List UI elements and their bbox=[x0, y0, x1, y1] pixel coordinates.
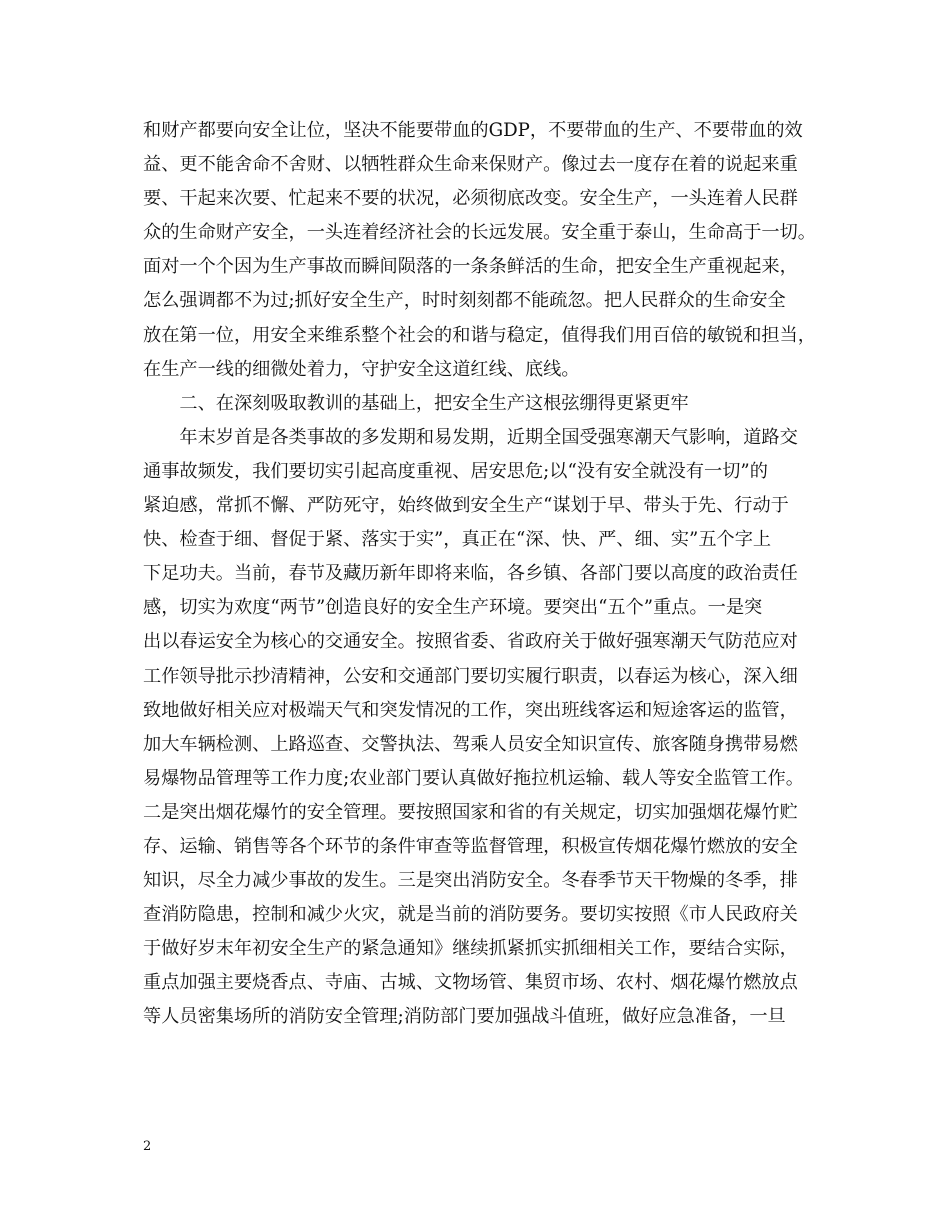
text-line: 感，切实为欢度“两节”创造良好的安全生产环境。要突出“五个”重点。一是突 bbox=[143, 597, 763, 619]
section-heading: 二、在深刻吸取教训的基础上，把安全生产这根弦绷得更紧更牢 bbox=[143, 392, 689, 414]
text-line: 在生产一线的细微处着力，守护安全这道红线、底线。 bbox=[143, 358, 580, 380]
text-line: 众的生命财产安全，一头连着经济社会的长远发展。安全重于泰山，生命高于一切。 bbox=[143, 222, 816, 244]
text-line: 和财产都要向安全让位，坚决不能要带血的GDP，不要带血的生产、不要带血的效 bbox=[143, 120, 803, 141]
text-line: 于做好岁末年初安全生产的紧急通知》继续抓紧抓实抓细相关工作，要结合实际， bbox=[143, 938, 798, 960]
text-line: 等人员密集场所的消防安全管理;消防部门要加强战斗值班，做好应急准备，一旦 bbox=[143, 1006, 786, 1028]
page-number: 2 bbox=[143, 1139, 152, 1154]
text-line: 出以春运安全为核心的交通安全。按照省委、省政府关于做好强寒潮天气防范应对 bbox=[143, 631, 798, 653]
text-line: 益、更不能舍命不舍财、以牺牲群众生命来保财产。像过去一度存在着的说起来重 bbox=[143, 154, 798, 176]
text-line: 面对一个个因为生产事故而瞬间陨落的一条条鲜活的生命，把安全生产重视起来， bbox=[143, 256, 798, 278]
text-line: 重点加强主要烧香点、寺庙、古城、文物场管、集贸市场、农村、烟花爆竹燃放点 bbox=[143, 972, 798, 994]
text-line: 放在第一位，用安全来维系整个社会的和谐与稳定，值得我们用百倍的敏锐和担当， bbox=[143, 324, 816, 346]
text-line: 紧迫感，常抓不懈、严防死守，始终做到安全生产“谋划于早、带头于先、行动于 bbox=[143, 495, 789, 517]
text-line: 查消防隐患，控制和减少火灾，就是当前的消防要务。要切实按照《市人民政府关 bbox=[143, 904, 798, 926]
text-line: 易爆物品管理等工作力度;农业部门要认真做好拖拉机运输、载人等安全监管工作。 bbox=[143, 767, 804, 789]
text-line: 存、运输、销售等各个环节的条件审查等监督管理，积极宣传烟花爆竹燃放的安全 bbox=[143, 835, 798, 857]
text-line: 工作领导批示抄清精神，公安和交通部门要切实履行职责，以春运为核心，深入细 bbox=[143, 665, 798, 687]
text-line: 怎么强调都不为过;抓好安全生产，时时刻刻都不能疏忽。把人民群众的生命安全 bbox=[143, 290, 786, 312]
body-text bbox=[143, 114, 843, 1035]
text-line: 要、干起来次要、忙起来不要的状况，必须彻底改变。安全生产，一头连着人民群 bbox=[143, 188, 798, 210]
text-line: 年末岁首是各类事故的多发期和易发期，近期全国受强寒潮天气影响，道路交 bbox=[143, 426, 798, 448]
text-line: 二是突出烟花爆竹的安全管理。要按照国家和省的有关规定，切实加强烟花爆竹贮 bbox=[143, 801, 798, 823]
text-line: 加大车辆检测、上路巡查、交警执法、驾乘人员安全知识宣传、旅客随身携带易燃 bbox=[143, 733, 798, 755]
text-line: 知识，尽全力减少事故的发生。三是突出消防安全。冬春季节天干物燥的冬季，排 bbox=[143, 870, 798, 892]
text-line: 通事故频发，我们要切实引起高度重视、居安思危;以“没有安全就没有一切”的 bbox=[143, 460, 768, 482]
text-line: 下足功夫。当前，春节及藏历新年即将来临，各乡镇、各部门要以高度的政治责任 bbox=[143, 563, 798, 585]
text-line: 快、检查于细、督促于紧、落实于实”，真正在“深、快、严、细、实”五个字上 bbox=[143, 529, 772, 551]
text-line: 致地做好相关应对极端天气和突发情况的工作，突出班线客运和短途客运的监管， bbox=[143, 699, 798, 721]
